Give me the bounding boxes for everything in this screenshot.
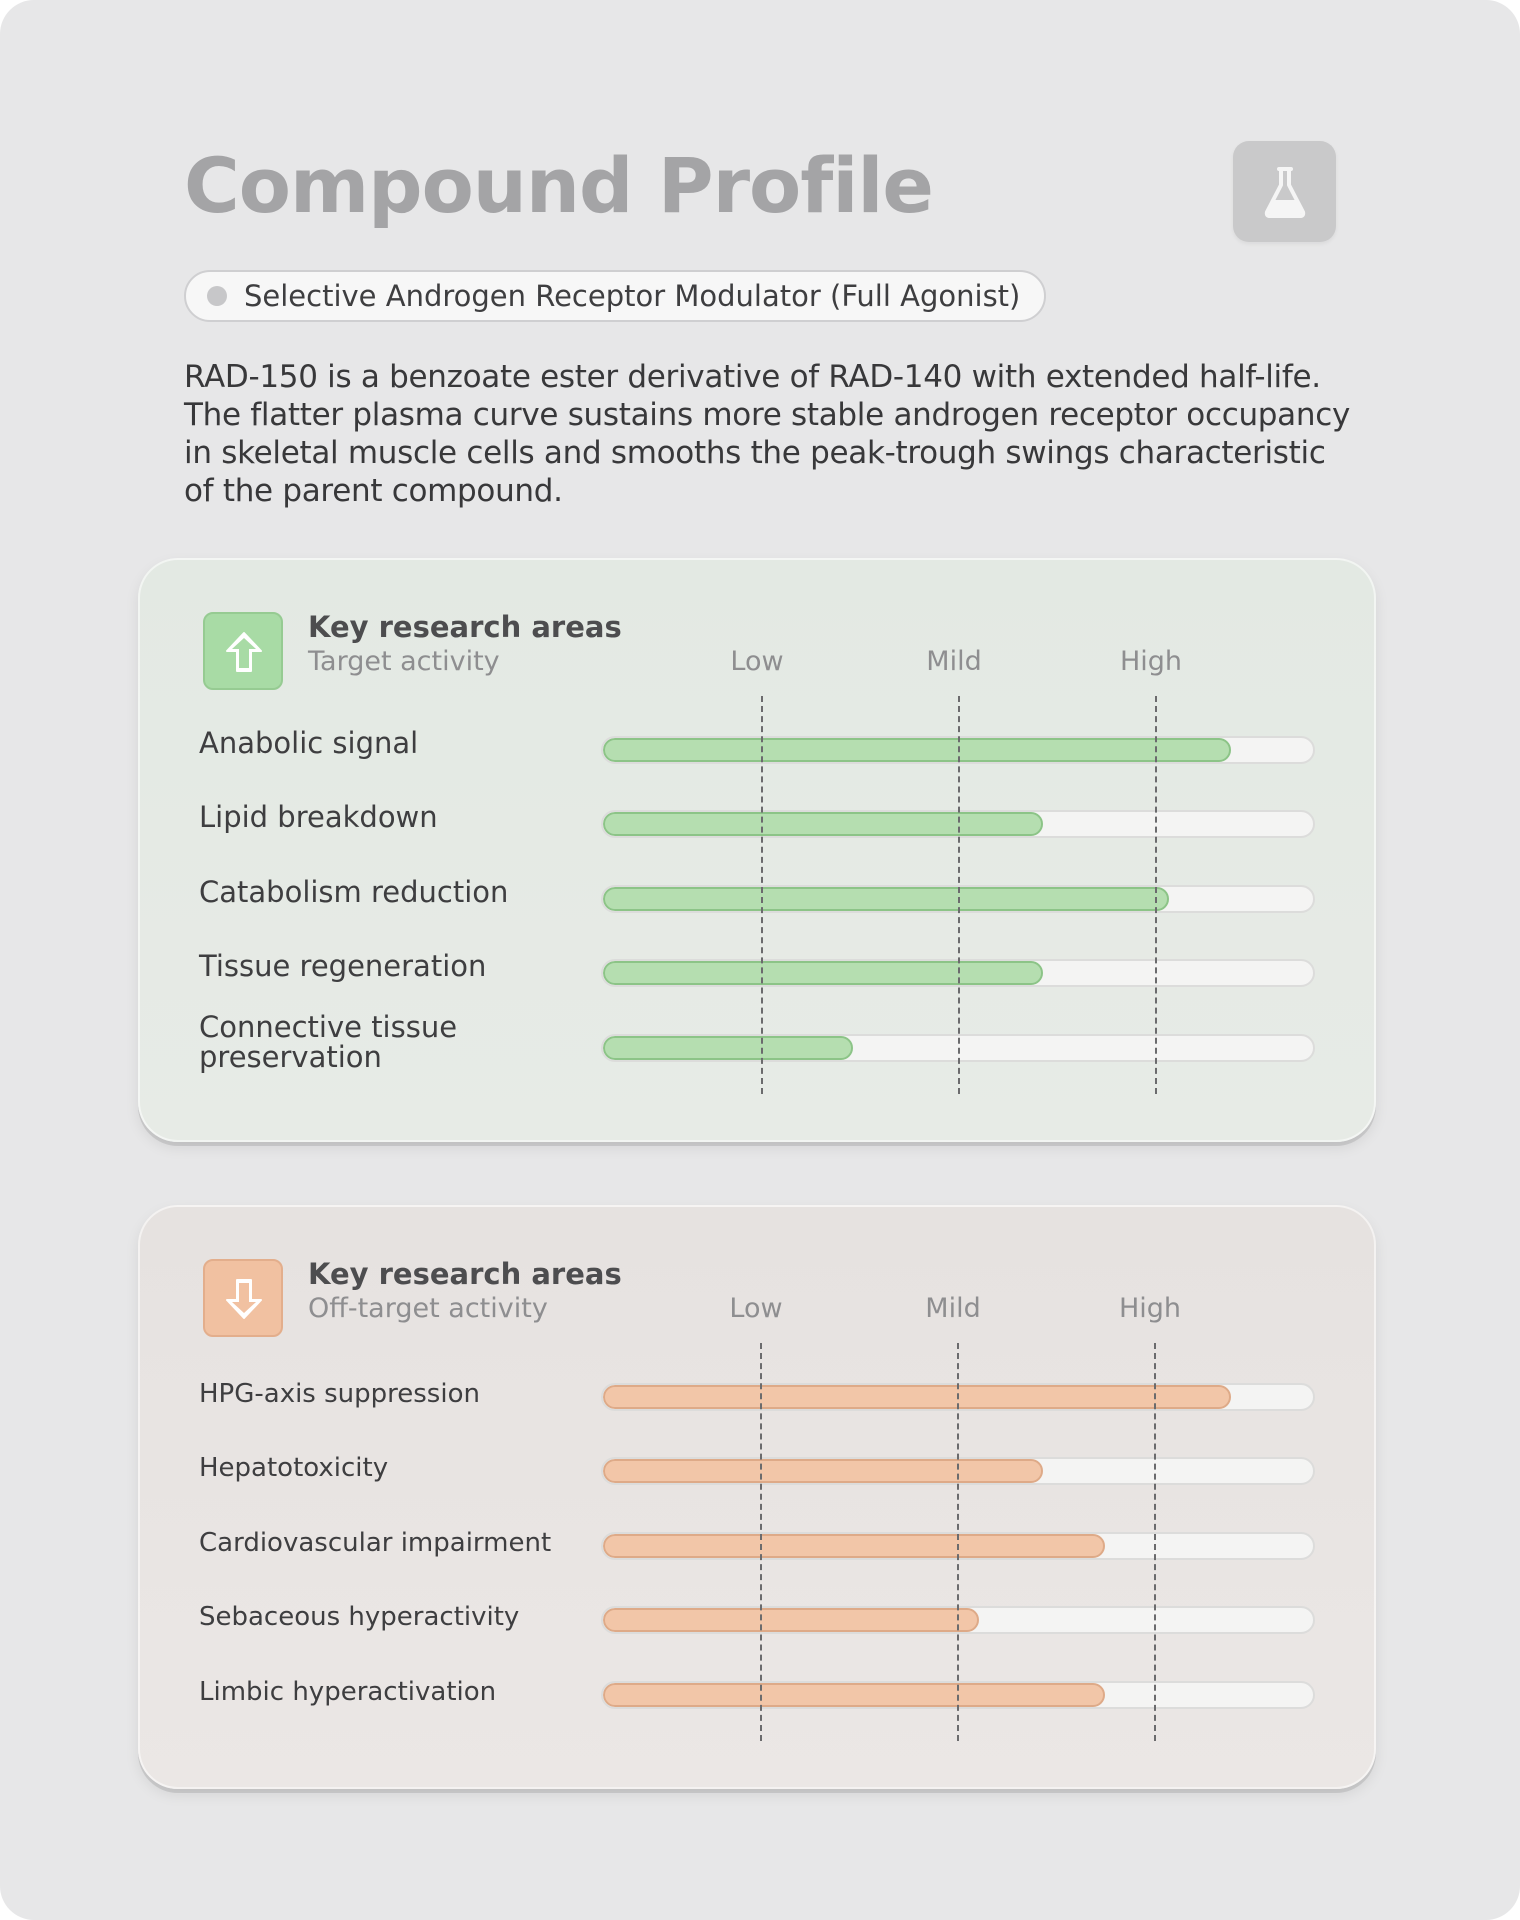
level-label-high: High — [1118, 1293, 1182, 1324]
level-label-low: Low — [729, 1293, 783, 1324]
level-label-high: High — [1119, 646, 1183, 677]
activity-bar-fill — [603, 1608, 979, 1632]
target-icon-tile — [203, 612, 283, 690]
status-dot — [207, 286, 227, 306]
classification-badge — [184, 270, 1046, 322]
activity-bar-fill — [603, 1534, 1105, 1558]
offtarget-activity-card — [138, 1205, 1376, 1789]
compound-description: RAD-150 is a benzoate ester derivative of RAD-140 with extended half-life. The flatter plasma curve sustains more stable androgen receptor occupancy in skeletal muscle cells and smooths the peak-trough swings characteristic of the parent compound. — [184, 359, 1351, 509]
row-label: Tissue regeneration — [199, 949, 487, 983]
row-label: Anabolic signal — [199, 726, 419, 760]
page-title: Compound Profile — [184, 141, 933, 230]
row-label: Hepatotoxicity — [199, 1453, 389, 1483]
target-activity-card — [138, 558, 1376, 1142]
card-subtitle: Off-target activity — [308, 1293, 548, 1324]
activity-bar-fill — [603, 1459, 1043, 1483]
activity-bar-fill — [603, 887, 1169, 911]
row-label: Cardiovascular impairment — [199, 1528, 552, 1558]
activity-bar-fill — [603, 1385, 1231, 1409]
level-label-mild: Mild — [925, 1293, 981, 1324]
flask-icon — [1260, 166, 1310, 218]
level-line-low — [761, 696, 763, 1094]
level-line-mild — [957, 1343, 959, 1741]
activity-bar-fill — [603, 961, 1043, 985]
arrow-up-icon — [223, 630, 265, 674]
card-title: Key research areas — [308, 1257, 622, 1291]
activity-bar-fill — [603, 812, 1043, 836]
activity-bar-fill — [603, 738, 1231, 762]
activity-bar-fill — [603, 1683, 1105, 1707]
classification-text: Selective Androgen Receptor Modulator (Full Agonist) — [244, 279, 1021, 313]
arrow-down-icon — [223, 1277, 265, 1321]
flask-button[interactable] — [1233, 141, 1336, 242]
card-subtitle: Target activity — [308, 646, 500, 677]
level-label-low: Low — [730, 646, 784, 677]
row-label: Sebaceous hyperactivity — [199, 1602, 520, 1632]
level-line-high — [1155, 696, 1157, 1094]
activity-bar-fill — [603, 1036, 853, 1060]
card-title: Key research areas — [308, 610, 622, 644]
row-label: Connective tissue preservation — [199, 1010, 458, 1074]
level-line-low — [760, 1343, 762, 1741]
row-label: Catabolism reduction — [199, 875, 509, 909]
row-label: Limbic hyperactivation — [199, 1677, 497, 1707]
level-label-mild: Mild — [926, 646, 982, 677]
row-label: Lipid breakdown — [199, 800, 438, 834]
level-line-mild — [958, 696, 960, 1094]
offtarget-icon-tile — [203, 1259, 283, 1337]
row-label: HPG-axis suppression — [199, 1379, 480, 1409]
level-line-high — [1154, 1343, 1156, 1741]
